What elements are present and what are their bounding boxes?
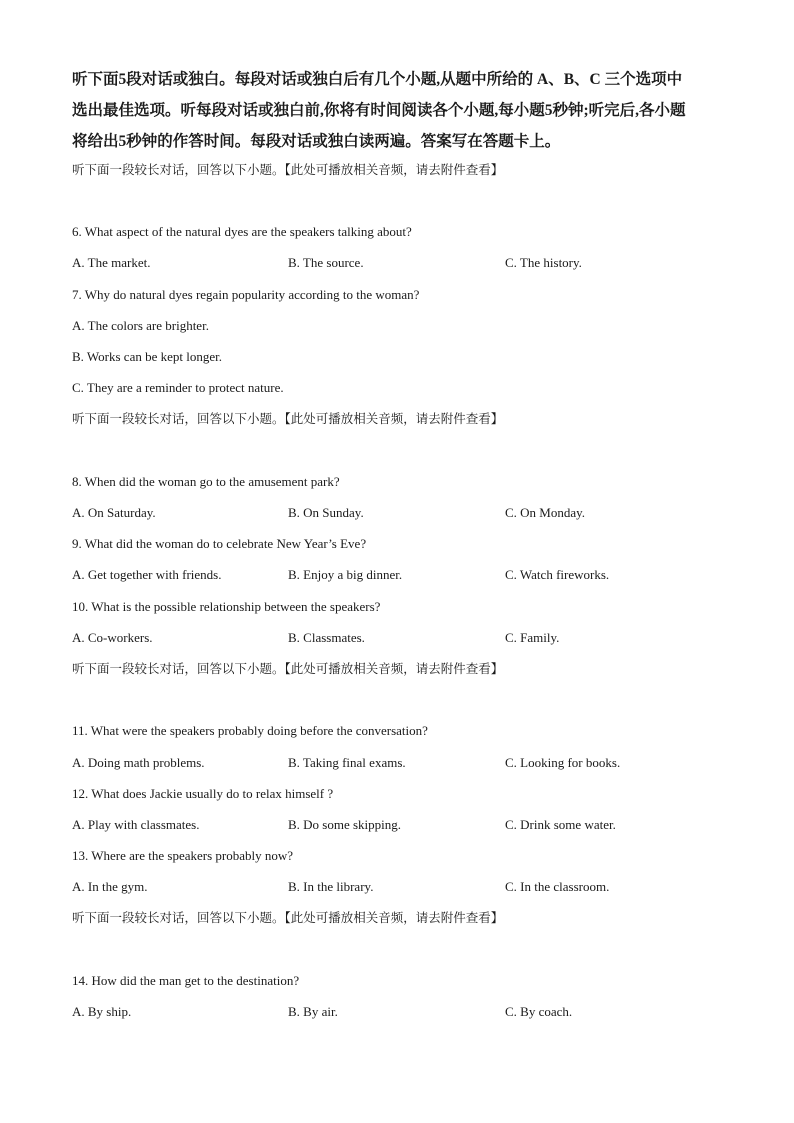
question-9-option-c: C. Watch fireworks. xyxy=(505,567,610,582)
question-8-option-b: B. On Sunday. xyxy=(288,505,364,520)
question-9-stem: 9. What did the woman do to celebrate New Year’s Eve? xyxy=(72,536,367,551)
question-12-stem: 12. What does Jackie usually do to relax himself ? xyxy=(72,786,334,801)
question-12-option-c: C. Drink some water. xyxy=(505,817,616,832)
question-6-stem: 6. What aspect of the natural dyes are the speakers talking about? xyxy=(72,224,412,239)
question-6-option-c: C. The history. xyxy=(505,255,582,270)
question-7-stem: 7. Why do natural dyes regain popularity according to the woman? xyxy=(72,287,420,302)
dialogue-instruction-1: 听下面一段较长对话，回答以下小题。【此处可播放相关音频，请去附件查看】 xyxy=(72,162,504,177)
question-10-stem: 10. What is the possible relationship between the speakers? xyxy=(72,599,381,614)
directions-line-1: 听下面5段对话或独白。每段对话或独白后有几个小题,从题中所给的 A、B、C 三个选项中 xyxy=(72,71,683,88)
question-11-stem: 11. What were the speakers probably doing before the conversation? xyxy=(72,723,428,738)
question-11-option-a: A. Doing math problems. xyxy=(72,755,205,770)
question-11-option-b: B. Taking final exams. xyxy=(288,755,406,770)
question-13-option-b: B. In the library. xyxy=(288,879,374,894)
question-14-option-b: B. By air. xyxy=(288,1004,338,1019)
question-9-option-a: A. Get together with friends. xyxy=(72,567,222,582)
question-8-option-a: A. On Saturday. xyxy=(72,505,156,520)
dialogue-instruction-3: 听下面一段较长对话，回答以下小题。【此处可播放相关音频，请去附件查看】 xyxy=(72,661,504,676)
question-11-option-c: C. Looking for books. xyxy=(505,755,621,770)
question-6-option-a: A. The market. xyxy=(72,255,151,270)
question-8-option-c: C. On Monday. xyxy=(505,505,586,520)
question-14-option-a: A. By ship. xyxy=(72,1004,132,1019)
directions-line-2: 选出最佳选项。听每段对话或独白前,你将有时间阅读各个小题,每小题5秒钟;听完后,各小题 xyxy=(72,102,686,119)
question-10-option-a: A. Co-workers. xyxy=(72,630,153,645)
question-9-option-b: B. Enjoy a big dinner. xyxy=(288,567,403,582)
question-8-stem: 8. When did the woman go to the amusement park? xyxy=(72,474,340,489)
section-directions xyxy=(72,64,732,157)
question-14-option-c: C. By coach. xyxy=(505,1004,573,1019)
question-10-option-b: B. Classmates. xyxy=(288,630,365,645)
dialogue-instruction-2: 听下面一段较长对话，回答以下小题。【此处可播放相关音频，请去附件查看】 xyxy=(72,411,504,426)
question-6-option-b: B. The source. xyxy=(288,255,364,270)
question-13-stem: 13. Where are the speakers probably now? xyxy=(72,848,294,863)
question-14-stem: 14. How did the man get to the destination? xyxy=(72,973,300,988)
question-12-option-a: A. Play with classmates. xyxy=(72,817,200,832)
dialogue-instruction-4: 听下面一段较长对话，回答以下小题。【此处可播放相关音频，请去附件查看】 xyxy=(72,910,504,925)
question-12-option-b: B. Do some skipping. xyxy=(288,817,402,832)
question-13-option-a: A. In the gym. xyxy=(72,879,148,894)
question-7-option-b: B. Works can be kept longer. xyxy=(72,349,222,364)
question-13-option-c: C. In the classroom. xyxy=(505,879,610,894)
question-7-option-c: C. They are a reminder to protect nature. xyxy=(72,380,284,395)
directions-line-3: 将给出5秒钟的作答时间。每段对话或独白读两遍。答案写在答题卡上。 xyxy=(72,133,561,150)
question-7-option-a: A. The colors are brighter. xyxy=(72,318,209,333)
question-10-option-c: C. Family. xyxy=(505,630,560,645)
